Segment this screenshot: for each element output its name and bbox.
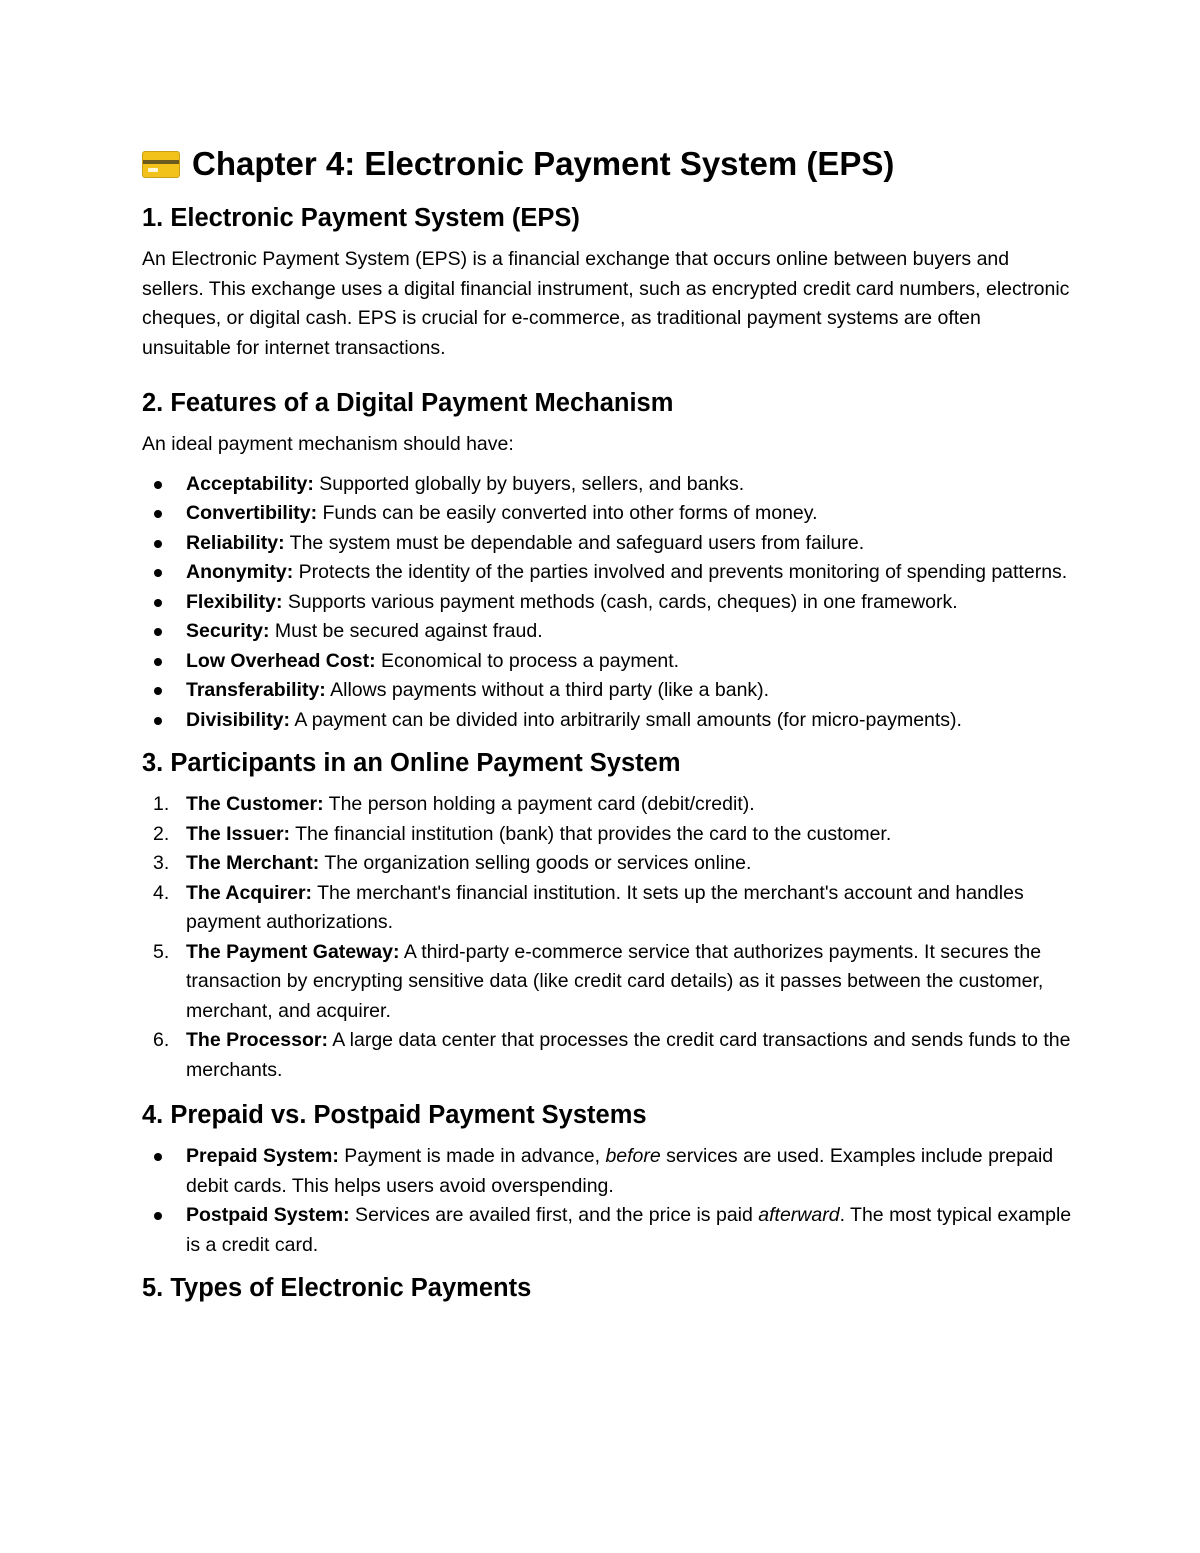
item-term: Transferability:: [186, 679, 326, 701]
list-item: [142, 499, 1072, 529]
item-text: The person holding a payment card (debit/credit).: [323, 793, 755, 815]
section-1-paragraph: An Electronic Payment System (EPS) is a financial exchange that occurs online between buyers and sellers. This exchange uses a digital financial instrument, such as encrypted credit card numbers, electronic cheques, or digital cash. EPS is crucial for e-commerce, as traditional payment systems are often unsuitable for internet transactions.: [142, 248, 1070, 359]
item-term: The Processor:: [186, 1029, 328, 1051]
section-4-heading: 4. Prepaid vs. Postpaid Payment Systems: [142, 1101, 647, 1129]
item-term: Postpaid System:: [186, 1204, 350, 1226]
item-text: A third-party e-commerce service that authorizes payments. It secures the transaction by encrypting sensitive data (like credit card details) as it passes between the customer, merchant, and acquirer.: [186, 940, 1044, 1022]
item-text: Economical to process a payment.: [375, 649, 680, 672]
list-item: [142, 470, 1072, 500]
bullet-icon: [154, 481, 162, 489]
item-text: The organization selling goods or services online.: [319, 852, 752, 874]
item-term: The Issuer:: [186, 822, 291, 845]
section-2-intro: An ideal payment mechanism should have:: [142, 433, 514, 455]
item-number: 2.: [153, 822, 170, 845]
list-item: [142, 938, 1072, 1027]
item-term: Low Overhead Cost:: [186, 649, 376, 672]
list-item: [142, 1142, 1072, 1201]
bullet-icon: [154, 658, 162, 666]
bullet-icon: [154, 628, 162, 636]
item-term: The Acquirer:: [186, 881, 313, 904]
item-text: The system must be dependable and safeguard users from failure.: [284, 531, 865, 554]
item-term: The Customer:: [186, 793, 324, 815]
item-text: Must be secured against fraud.: [269, 620, 543, 642]
item-text: services are used. Examples include prepaid debit cards. This helps users avoid overspending.: [186, 1145, 1054, 1197]
item-emphasis: before: [605, 1145, 661, 1167]
bullet-icon: [154, 510, 162, 518]
item-text: Supports various payment methods (cash, cards, cheques) in one framework.: [282, 590, 958, 613]
item-text: Payment is made in advance,: [338, 1145, 606, 1167]
bullet-icon: [154, 569, 162, 577]
bullet-icon: [154, 1153, 162, 1161]
item-text: The merchant's financial institution. It sets up the merchant's account and handles payment authorizations.: [186, 881, 1024, 933]
list-item: [142, 706, 1072, 736]
item-term: Convertibility:: [186, 502, 318, 524]
item-number: 1.: [153, 793, 170, 815]
list-item: [142, 529, 1072, 559]
chapter-title: [142, 140, 1072, 188]
list-item: [142, 849, 1072, 879]
item-term: Acceptability:: [186, 472, 314, 495]
bullet-icon: [154, 599, 162, 607]
bullet-icon: [154, 717, 162, 725]
item-text: A payment can be divided into arbitrarily small amounts (for micro-payments).: [290, 708, 962, 731]
list-item: [142, 647, 1072, 677]
item-text: A large data center that processes the credit card transactions and sends funds to the merchants.: [186, 1029, 1071, 1081]
bullet-icon: [154, 540, 162, 548]
item-text: Allows payments without a third party (like a bank).: [325, 679, 770, 701]
item-text: Services are availed first, and the price is paid: [349, 1204, 759, 1226]
participants-list: [142, 790, 1072, 1085]
payment-systems-list: [142, 1142, 1072, 1260]
section-1-heading: 1. Electronic Payment System (EPS): [142, 204, 580, 232]
features-list: [142, 470, 1072, 736]
section-3-heading: 3. Participants in an Online Payment System: [142, 749, 681, 777]
section-5-heading: 5. Types of Electronic Payments: [142, 1274, 532, 1302]
list-item: [142, 790, 1072, 820]
item-text: Supported globally by buyers, sellers, and banks.: [313, 472, 745, 495]
item-term: Anonymity:: [186, 561, 294, 583]
list-item: [142, 1026, 1072, 1085]
item-number: 5.: [153, 940, 170, 963]
item-term: The Merchant:: [186, 852, 320, 874]
item-number: 3.: [153, 852, 170, 874]
item-term: Security:: [186, 620, 270, 642]
item-term: Flexibility:: [186, 590, 283, 613]
list-item: [142, 1201, 1072, 1260]
item-term: The Payment Gateway:: [186, 940, 400, 963]
item-text: The financial institution (bank) that provides the card to the customer.: [290, 822, 892, 845]
list-item: [142, 558, 1072, 588]
bullet-icon: [154, 687, 162, 695]
document-page: [142, 140, 1072, 1303]
item-number: 6.: [153, 1029, 170, 1051]
list-item: [142, 588, 1072, 618]
item-term: Reliability:: [186, 531, 285, 554]
list-item: [142, 617, 1072, 647]
item-text: Funds can be easily converted into other forms of money.: [317, 502, 818, 524]
list-item: [142, 879, 1072, 938]
chapter-title-text: Chapter 4: Electronic Payment System (EPS): [192, 145, 895, 182]
item-text: Protects the identity of the parties involved and prevents monitoring of spending patterns.: [293, 561, 1068, 583]
item-text: . The most typical example is a credit card.: [186, 1204, 1072, 1256]
item-term: Prepaid System:: [186, 1145, 339, 1167]
section-2-heading: 2. Features of a Digital Payment Mechanism: [142, 389, 674, 417]
item-term: Divisibility:: [186, 708, 291, 731]
credit-card-icon: [142, 151, 180, 178]
item-number: 4.: [153, 881, 170, 904]
list-item: [142, 820, 1072, 850]
item-emphasis: afterward: [758, 1204, 840, 1226]
list-item: [142, 676, 1072, 706]
bullet-icon: [154, 1212, 162, 1220]
